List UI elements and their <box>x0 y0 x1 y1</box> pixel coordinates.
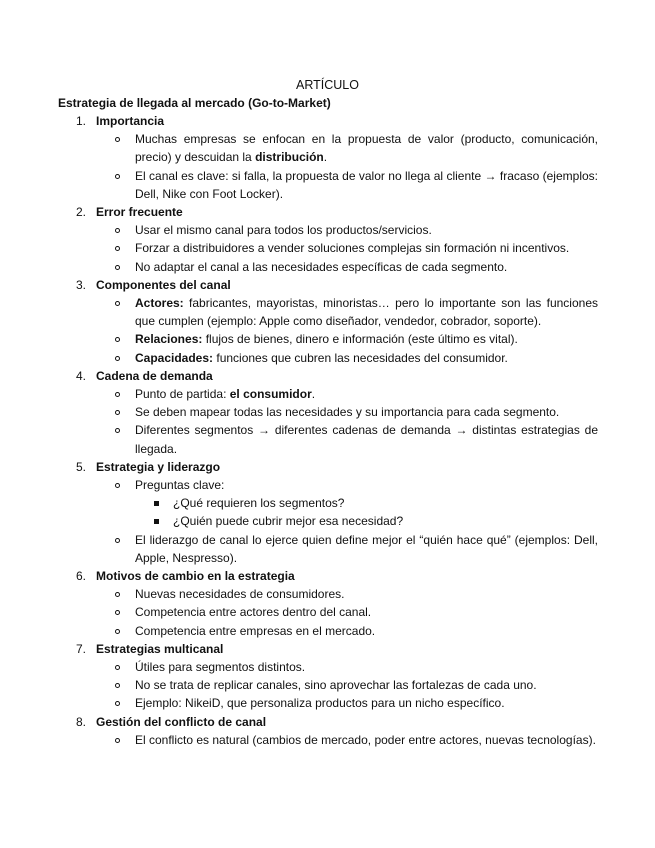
list-item <box>0 330 598 348</box>
section-title: Motivos de cambio en la estrategia <box>96 569 295 583</box>
item-text: El canal es clave: si falla, la propuesta de valor no llega al cliente → fracaso (ejemplos: Dell, Nike con Foot Locker). <box>135 168 598 201</box>
section-number: 8. <box>76 714 87 729</box>
hollow-bullet-icon <box>115 428 120 433</box>
list-item <box>0 403 598 421</box>
hollow-bullet-icon <box>115 610 120 615</box>
item-text: Diferentes segmentos → diferentes cadenas de demanda → distintas estrategias de llegada. <box>135 423 598 456</box>
section-title: Estrategias multicanal <box>96 641 224 656</box>
sub-list-item <box>0 512 655 530</box>
hollow-bullet-icon <box>115 301 120 306</box>
item-text: El liderazgo de canal lo ejerce quien define mejor el “quién hace qué” (ejemplos: Dell, Apple, Nespresso). <box>135 532 598 565</box>
hollow-bullet-icon <box>115 228 120 233</box>
section-heading <box>0 276 655 294</box>
item-text: No se trata de replicar canales, sino aprovechar las fortalezas de cada uno. <box>135 678 537 693</box>
section-item <box>0 567 655 640</box>
item-text: No adaptar el canal a las necesidades específicas de cada segmento. <box>135 259 508 274</box>
section-item <box>0 458 655 567</box>
list-item <box>0 658 598 676</box>
section-heading <box>0 203 655 221</box>
section-heading <box>0 458 655 476</box>
item-text: El conflicto es natural (cambios de mercado, poder entre actores, nuevas tecnologías). <box>135 732 596 747</box>
item-text: Muchas empresas se enfocan en la propuesta de valor (producto, comunicación, precio) y descuidan la <box>135 132 598 165</box>
hollow-bullet-icon <box>115 738 120 743</box>
hollow-bullet-icon <box>115 592 120 597</box>
bullet-list <box>0 294 655 367</box>
square-bullet-icon <box>154 519 159 524</box>
section-title: Importancia <box>96 114 165 128</box>
section-heading <box>0 367 655 385</box>
item-text: Nuevas necesidades de consumidores. <box>135 587 345 602</box>
list-item <box>0 130 598 166</box>
sub-list-item <box>0 494 655 512</box>
section-item <box>0 276 655 367</box>
list-item <box>0 603 598 621</box>
bold-text: Actores: <box>135 295 184 310</box>
section-number: 3. <box>76 277 87 292</box>
section-title: Componentes del canal <box>96 277 231 292</box>
sub-item-text: ¿Qué requieren los segmentos? <box>173 496 345 511</box>
hollow-bullet-icon <box>115 265 120 270</box>
list-item <box>0 258 598 276</box>
hollow-bullet-icon <box>115 629 120 634</box>
document-title: ARTÍCULO <box>296 78 359 92</box>
bold-text: Capacidades: <box>135 350 214 365</box>
section-heading <box>0 112 655 130</box>
bullet-list <box>0 585 655 640</box>
list-item <box>0 531 598 567</box>
section-number: 1. <box>76 114 87 128</box>
section-number: 4. <box>76 368 87 383</box>
list-item <box>0 349 598 367</box>
item-text: . <box>323 150 328 165</box>
list-item <box>0 221 598 239</box>
list-item <box>0 167 598 203</box>
bold-text: distribución <box>255 150 324 165</box>
item-text: flujos de bienes, dinero e información (este último es vital). <box>202 332 518 347</box>
bold-text: el consumidor <box>229 386 312 401</box>
hollow-bullet-icon <box>115 665 120 670</box>
item-text: Se deben mapear todas las necesidades y su importancia para cada segmento. <box>135 405 560 420</box>
item-text: Punto de partida: <box>135 386 230 401</box>
sub-item-text: ¿Quién puede cubrir mejor esa necesidad? <box>173 514 404 529</box>
list-item <box>0 622 598 640</box>
bullet-list <box>0 658 655 713</box>
list-item <box>0 294 598 330</box>
section-title: Estrategia y liderazgo <box>96 459 221 474</box>
hollow-bullet-icon <box>115 356 120 361</box>
square-bullet-icon <box>154 501 159 506</box>
item-text: Competencia entre actores dentro del canal. <box>135 605 372 620</box>
item-text: . <box>311 386 316 401</box>
section-number: 7. <box>76 641 87 656</box>
section-heading <box>0 640 655 658</box>
section-title: Error frecuente <box>96 205 183 219</box>
bullet-list <box>0 221 655 276</box>
item-text: Útiles para segmentos distintos. <box>135 659 306 674</box>
bullet-list <box>0 385 655 458</box>
item-text: Competencia entre empresas en el mercado. <box>135 623 376 638</box>
hollow-bullet-icon <box>115 174 120 179</box>
section-item <box>0 713 655 749</box>
item-text: Preguntas clave: <box>135 477 225 492</box>
list-item <box>0 476 598 494</box>
section-title: Gestión del conflicto de canal <box>96 714 267 729</box>
hollow-bullet-icon <box>115 538 120 543</box>
bullet-list <box>0 731 655 749</box>
section-item <box>0 203 655 276</box>
section-item <box>0 367 655 458</box>
hollow-bullet-icon <box>115 137 120 142</box>
item-text: Forzar a distribuidores a vender soluciones complejas sin formación ni incentivos. <box>135 241 570 256</box>
section-heading <box>0 567 655 585</box>
list-item <box>0 585 598 603</box>
section-number: 5. <box>76 459 87 474</box>
list-item <box>0 385 598 403</box>
section-item <box>0 112 655 203</box>
list-item <box>0 239 598 257</box>
hollow-bullet-icon <box>115 337 120 342</box>
list-item <box>0 676 598 694</box>
bullet-list <box>0 130 655 203</box>
list-item <box>0 421 598 457</box>
section-item <box>0 640 655 713</box>
hollow-bullet-icon <box>115 683 120 688</box>
hollow-bullet-icon <box>115 410 120 415</box>
item-text: Ejemplo: NikeiD, que personaliza productos para un nicho específico. <box>135 696 505 711</box>
hollow-bullet-icon <box>115 483 120 488</box>
hollow-bullet-icon <box>115 392 120 397</box>
hollow-bullet-icon <box>115 246 120 251</box>
bullet-list <box>0 476 655 567</box>
list-item <box>0 731 598 749</box>
hollow-bullet-icon <box>115 701 120 706</box>
item-text: Usar el mismo canal para todos los productos/servicios. <box>135 223 432 238</box>
bold-text: Relaciones: <box>135 332 203 347</box>
section-heading <box>0 713 655 731</box>
section-number: 2. <box>76 205 87 219</box>
section-list <box>0 112 655 749</box>
section-number: 6. <box>76 569 87 583</box>
sub-bullet-list <box>0 494 655 530</box>
section-title: Cadena de demanda <box>96 368 213 383</box>
document-subtitle: Estrategia de llegada al mercado (Go-to-Market) <box>58 96 331 110</box>
list-item <box>0 694 598 712</box>
item-text: funciones que cubren las necesidades del consumidor. <box>213 350 508 365</box>
item-text: fabricantes, mayoristas, minoristas… pero lo importante son las funciones que cumplen (ejemplo: Apple como diseñador, vendedor, cobrador, soporte). <box>135 295 598 329</box>
